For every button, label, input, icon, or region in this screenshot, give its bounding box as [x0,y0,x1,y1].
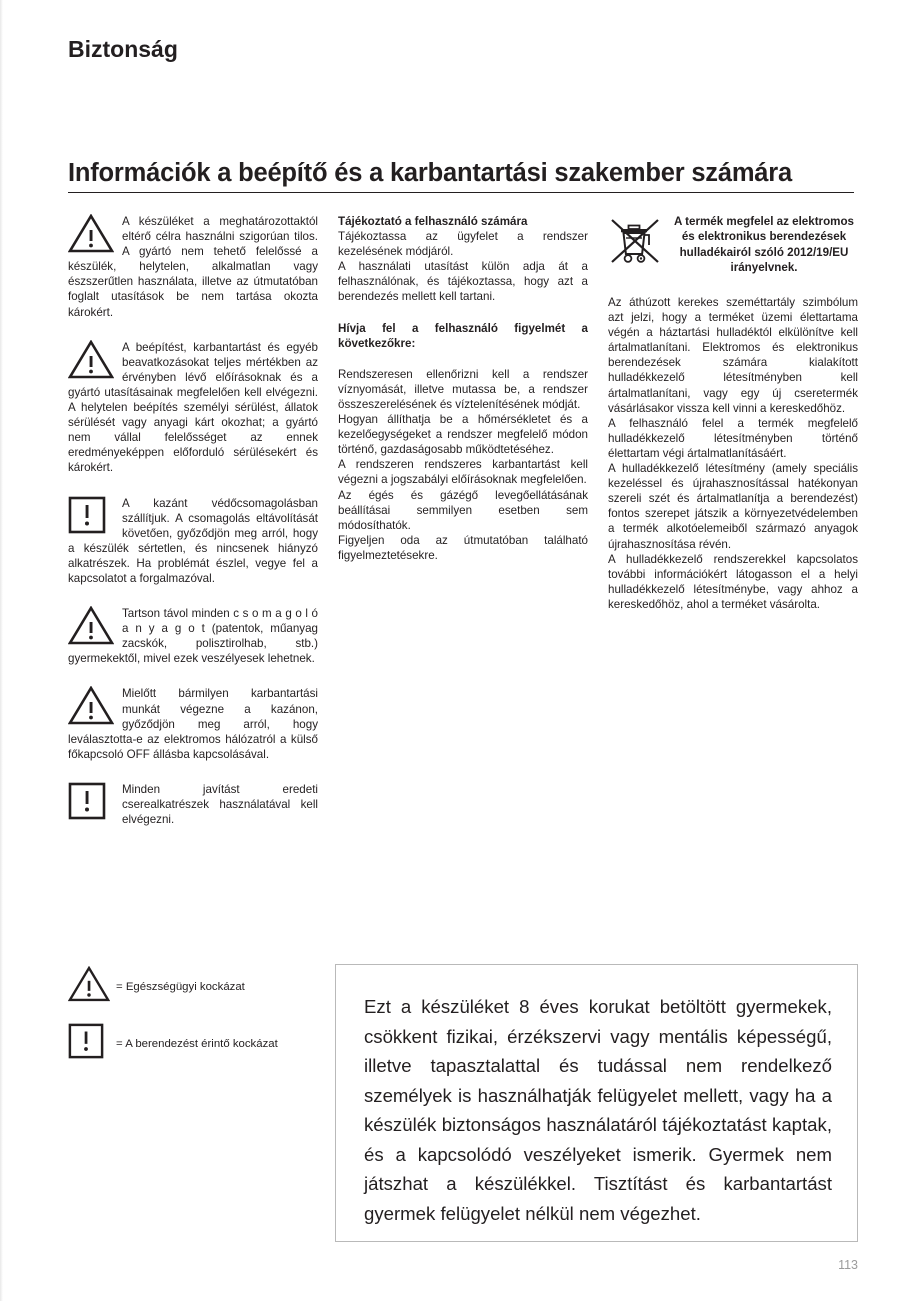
legend-item-health-risk [68,966,368,1007]
warning-triangle-icon [68,686,120,726]
middle-paragraph-2: A használati utasítást külön adja át a felhasználónak, és tájékoztassa, hogy azt a berendezés mellett kell tartani. [338,260,588,304]
symbol-legend [68,966,368,1080]
column-middle [338,214,588,827]
weee-notice-text: A termék megfelel az elektromos és elektronikus berendezések hulladékairól szóló 2012/19/EU irányelvnek. [674,215,854,275]
middle-paragraph-7: Figyeljen oda az útmutatóban található figyelmeztetésekre. [338,533,588,562]
middle-paragraph-1: Tájékoztassa az ügyfelet a rendszer kezelésének módjáról. [338,230,588,259]
section-title-block [68,158,854,193]
middle-paragraph-5: A rendszeren rendszeres karbantartást kell végezni a jogszabályi előírásoknak megfelelően. [338,458,588,487]
safety-note-box [335,964,858,1242]
crossed-out-wheelie-bin-icon [608,214,670,277]
right-paragraph-4: A hulladékkezelő rendszerekkel kapcsolatos további információkért látogasson el a helyi hulladékkezelő létesítménybe, vagy ahhoz a kereskedőhöz, ahol a terméket vásárolta. [608,552,858,611]
middle-heading-1: Tájékoztató a felhasználó számára [338,215,528,228]
weee-notice-row [608,214,858,277]
running-head: Biztonság [68,36,178,62]
warning-text-3: A kazánt védőcsomagolásban szállítjuk. A csomagolás eltávolítását követően, győződjön meg arról, hogy a készülék sértetlen, és nincsenek hiányzó alkatrészek. Ha problémát észlel, vegye fel a kapcsolatot a forgalmazóval. [68,496,318,585]
column-left [68,214,318,827]
legend-item-equipment-risk [68,1023,368,1064]
middle-heading-2: Hívja fel a felhasználó figyelmét a következőkre: [338,321,588,350]
right-paragraph-2: A felhasználó felel a termék megfelelő hulladékkezelő létesítményben történő élettartam végi ártalmatlanításáért. [608,416,858,460]
right-paragraph-1: Az áthúzott kerekes szeméttartály szimbólum azt jelzi, hogy a terméket üzemi élettartama végén a háztartási hulladéktól elkülönítve kell ártalmatlanítani. Elektromos és elektronikus berendezések számára kialakított hulladékkezelő létesítményben kell ártalmatlanítani, vagy egy új cseretermék vásárlásakor vissza kell vinni a kereskedőhöz. [608,296,858,415]
warning-text-5: Mielőtt bármilyen karbantartási munkát végezne a kazánon, győződjön meg arról, hogy leválasztotta-e az elektromos hálózatról a külső főkapcsoló OFF állásba kapcsolásával. [68,687,318,761]
middle-paragraph-4: Hogyan állíthatja be a hőmérsékletet és a kezelőegységeket a rendszer megfelelő módon történő, gazdaságosabb működtetéséhez. [338,413,588,457]
middle-paragraph-6: Az égés és gázégő levegőellátásának beállításai semmilyen esetben sem módosíthatók. [338,488,588,532]
middle-paragraph-3: Rendszeresen ellenőrizni kell a rendszer víznyomását, illetve mutassa be, a rendszer összeszerelésének és víztelenítésének módját. [338,367,588,411]
legend-label-equipment-risk: = A berendezést érintő kockázat [116,1037,278,1050]
exclamation-box-icon [68,496,120,536]
page-title: Információk a beépítő és a karbantartási szakember számára [68,159,792,187]
warning-triangle-icon [68,340,120,380]
warning-block-2 [68,340,318,476]
body-columns [68,214,858,827]
warning-block-3 [68,496,318,587]
warning-block-4 [68,606,318,666]
page-number: 113 [838,1258,858,1272]
right-paragraph-3: A hulladékkezelő létesítmény (amely speciális kezeléssel és újrahasznosítással hatékonyan szereli szét és ártalmatlanítja a berendezést) fontos szerepet játszik a környezetvédelemben a termék alkotóelemeiből származó anyagok újrahasznosítása révén. [608,462,858,551]
warning-text-6: Minden javítást eredeti cserealkatrészek használatával kell elvégezni. [122,782,318,827]
exclamation-box-icon [68,782,120,822]
title-divider [68,192,854,193]
warning-block-6 [68,782,318,827]
safety-note-text: Ezt a készüléket 8 éves korukat betöltött gyermekek, csökkent fizikai, érzékszervi vagy mentális képességű, illetve tapasztalattal és tudással nem rendelkező személyek is használhatják felügyelet mellett, vagy ha a készülék biztonságos használatáról tájékoztatást kaptak, és a kapcsolódó veszélyeket ismerik. Gyermek nem játszhat a készülékkel. Tisztítást és karbantartást gyermek felügyelet nélkül nem végezhet. [364,996,832,1224]
warning-block-5 [68,686,318,761]
page-edge-shadow [0,0,3,1301]
warning-triangle-icon [68,966,114,1007]
warning-triangle-icon [68,214,120,254]
warning-text-4: Tartson távol minden c s o m a g o l ó a n y a g o t (patentok, műanyag zacskók, polisztirolhab, stb.) gyermekektől, mivel ezek veszélyesek lehetnek. [68,607,318,666]
warning-block-1 [68,214,318,320]
warning-triangle-icon [68,606,120,646]
column-right [608,214,858,827]
warning-text-1: A készüléket a meghatározottaktól eltérő célra használni szigorúan tilos. A gyártó nem tehető felelőssé a készülék, helytelen, alkalmatlan vagy észszerűtlen használata, illetve az útmutatóban foglalt utasítások be nem tartása okozta károkért. [68,215,318,319]
warning-text-2: A beépítést, karbantartást és egyéb beavatkozásokat teljes mértékben az érvényben lévő előírásoknak és a gyártó utasításainak megfelelően kell elvégezni. A helytelen beépítés személyi sérülést, állatok sérülését vagy anyagi kárt okozhat; a gyártó nem vállal felelősséget az ennek eredményeképpen előforduló sérülésekért és károkért. [68,340,318,475]
exclamation-box-icon [68,1023,114,1064]
legend-label-health-risk: = Egészségügyi kockázat [116,980,245,993]
